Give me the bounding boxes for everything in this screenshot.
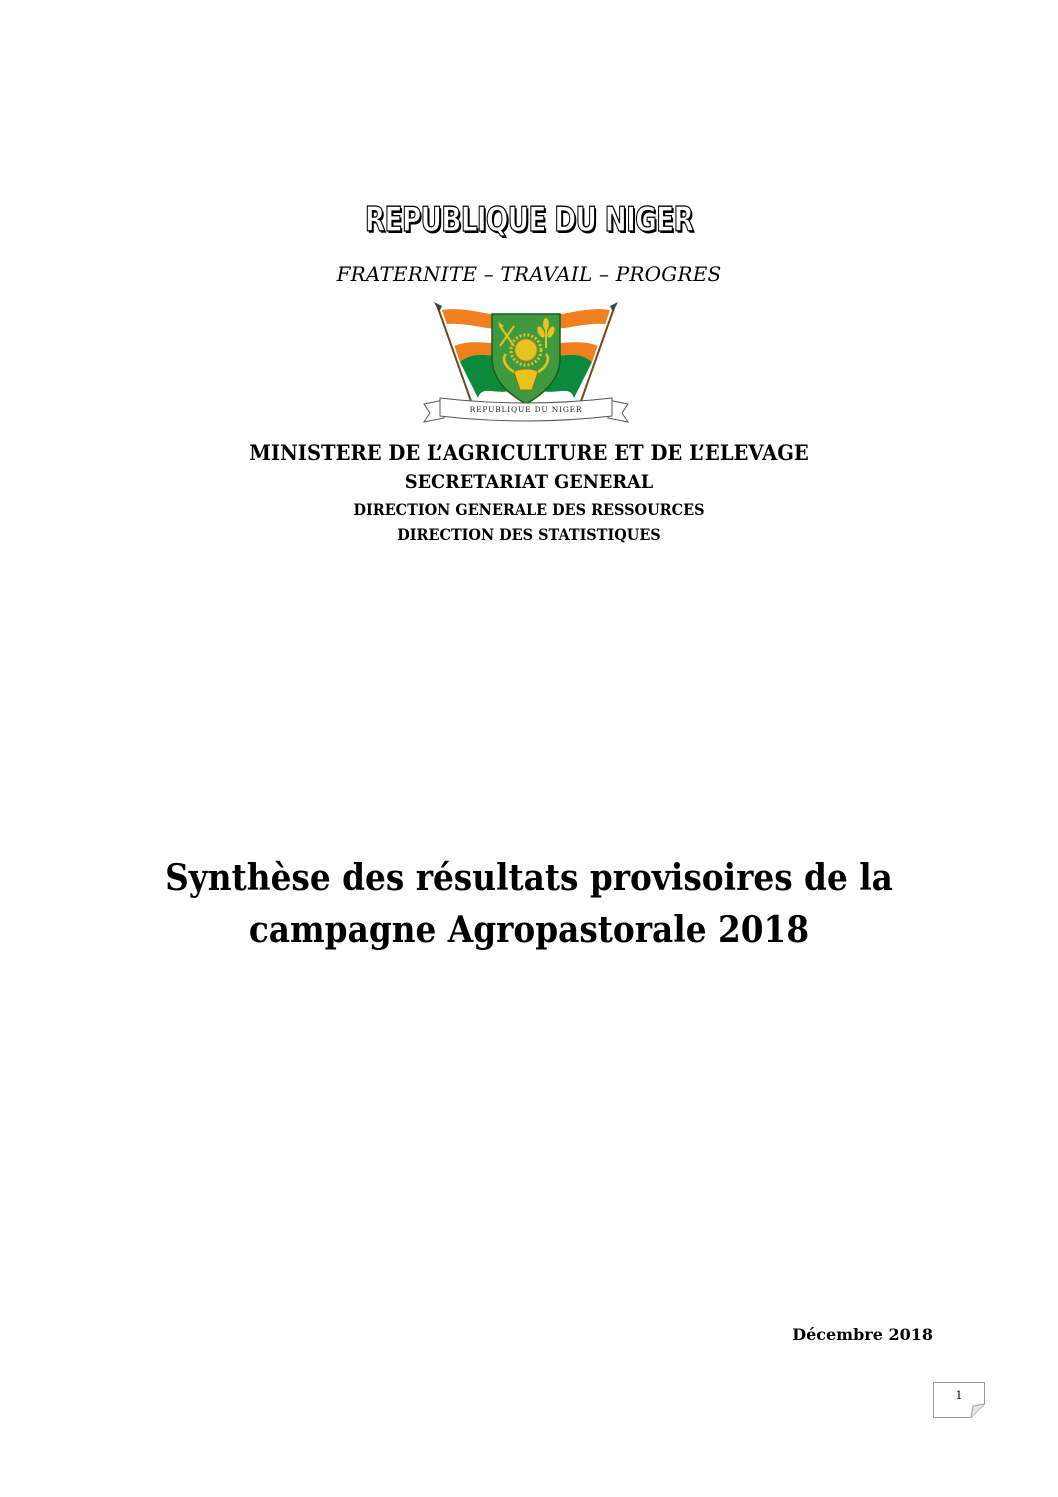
- page-number: 1: [955, 1389, 963, 1402]
- country-name: REPUBLIQUE DU NIGER: [364, 200, 694, 240]
- document-title: [48, 852, 1011, 956]
- document-title-line-2: campagne Agropastorale 2018: [248, 909, 810, 951]
- document-title-line-1: Synthèse des résultats provisoires de la: [165, 857, 893, 899]
- national-motto: FRATERNITE – TRAVAIL – PROGRES: [336, 262, 722, 286]
- ministry-name: MINISTERE DE L’AGRICULTURE ET DE L’ELEVAGE: [249, 440, 809, 465]
- document-date: Décembre 2018: [792, 1325, 933, 1344]
- direction-generale-name: DIRECTION GENERALE DES RESSOURCES: [353, 500, 705, 519]
- coat-of-arms-emblem: [420, 292, 632, 424]
- direction-statistiques-name: DIRECTION DES STATISTIQUES: [397, 525, 661, 544]
- emblem-scroll-text: REPUBLIQUE DU NIGER: [469, 405, 583, 414]
- secretariat-name: SECRETARIAT GENERAL: [404, 471, 654, 493]
